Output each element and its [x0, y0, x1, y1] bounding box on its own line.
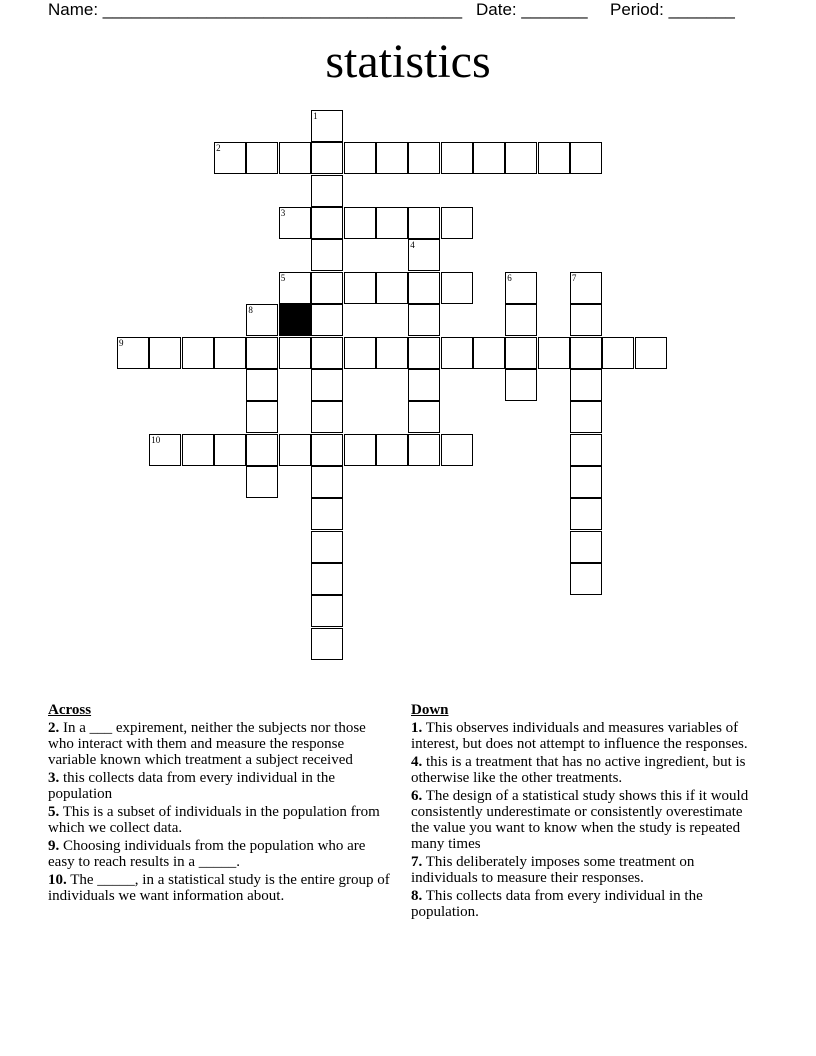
grid-cell[interactable]: [505, 142, 537, 174]
grid-cell[interactable]: [344, 142, 376, 174]
across-clues: [48, 702, 393, 906]
grid-cell[interactable]: [570, 337, 602, 369]
grid-cell[interactable]: [473, 142, 505, 174]
grid-cell[interactable]: [149, 434, 181, 466]
grid-cell[interactable]: [279, 142, 311, 174]
grid-cell[interactable]: [246, 369, 278, 401]
clue-number: 1.: [411, 720, 423, 736]
grid-cell[interactable]: [117, 337, 149, 369]
grid-cell[interactable]: [376, 434, 408, 466]
grid-cell[interactable]: [570, 272, 602, 304]
clue-number: 3.: [48, 770, 60, 786]
grid-cell[interactable]: [279, 272, 311, 304]
clue-number-label: 9: [119, 337, 124, 348]
grid-cell[interactable]: [570, 304, 602, 336]
down-heading: Down: [411, 702, 449, 718]
clue-number-label: 7: [571, 272, 577, 283]
grid-cell[interactable]: [311, 628, 343, 660]
clue-number: 10.: [48, 872, 67, 888]
grid-cell[interactable]: [408, 272, 440, 304]
grid-cell[interactable]: [311, 563, 343, 595]
grid-cell[interactable]: [246, 466, 278, 498]
period-field-label: Period: _______: [610, 0, 735, 19]
grid-cell[interactable]: [473, 337, 505, 369]
grid-cell[interactable]: [311, 401, 343, 433]
black-grid-cell: [279, 304, 311, 336]
clue-number-label: 4: [410, 240, 415, 251]
down-clue: [411, 720, 756, 752]
clue-number: 5.: [48, 804, 60, 820]
down-clue: [411, 854, 756, 886]
grid-cell[interactable]: [311, 595, 343, 627]
clue-number-label: 8: [248, 305, 253, 316]
grid-cell[interactable]: [311, 207, 343, 239]
grid-cell[interactable]: [344, 272, 376, 304]
clue-text: The design of a statistical study shows this if it would consistently underestimate or consistently overestimate the value you want to know when the study is repeated many times: [411, 788, 749, 852]
grid-cell[interactable]: [441, 272, 473, 304]
clue-number: 4.: [411, 754, 423, 770]
grid-cell[interactable]: [149, 337, 181, 369]
grid-cell[interactable]: [182, 337, 214, 369]
clue-number-label: 2: [216, 143, 221, 154]
grid-cell[interactable]: [311, 369, 343, 401]
grid-cell[interactable]: [570, 563, 602, 595]
grid-cell[interactable]: [441, 337, 473, 369]
clue-number-label: 1: [313, 111, 318, 121]
grid-cell[interactable]: [408, 369, 440, 401]
down-clue: [411, 888, 756, 920]
clue-text: this is a treatment that has no active ingredient, but is otherwise like the other treatments.: [411, 754, 746, 786]
grid-cell[interactable]: [441, 142, 473, 174]
grid-cell[interactable]: [408, 337, 440, 369]
down-clue: [411, 754, 756, 786]
grid-cell[interactable]: [246, 434, 278, 466]
grid-cell[interactable]: [311, 498, 343, 530]
grid-cell[interactable]: [246, 401, 278, 433]
grid-cell[interactable]: [538, 142, 570, 174]
grid-cell[interactable]: [214, 142, 246, 174]
name-field-label: Name: ______________________________________: [48, 0, 463, 19]
grid-cell[interactable]: [441, 207, 473, 239]
grid-cell[interactable]: [570, 498, 602, 530]
down-clue: [411, 788, 756, 852]
grid-cell[interactable]: [538, 337, 570, 369]
grid-cell[interactable]: [376, 337, 408, 369]
across-heading: Across: [48, 702, 92, 718]
grid-cell[interactable]: [279, 434, 311, 466]
grid-cell[interactable]: [311, 531, 343, 563]
grid-cell[interactable]: [279, 337, 311, 369]
grid-cell[interactable]: [311, 466, 343, 498]
grid-cell[interactable]: [344, 337, 376, 369]
clue-text: This is a subset of individuals in the population from which we collect data.: [48, 804, 380, 836]
grid-cell[interactable]: [408, 401, 440, 433]
grid-cell[interactable]: [344, 434, 376, 466]
grid-cell[interactable]: [246, 337, 278, 369]
grid-cell[interactable]: [376, 207, 408, 239]
across-clue: [48, 804, 393, 836]
grid-cell[interactable]: [311, 110, 343, 142]
clue-number-label: 10: [151, 434, 161, 445]
across-clue: [48, 838, 393, 870]
across-clue: [48, 770, 393, 802]
clue-text: this collects data from every individual in the population: [48, 770, 336, 802]
across-clue: [48, 720, 393, 768]
clue-number: 6.: [411, 788, 423, 804]
grid-cell[interactable]: [408, 142, 440, 174]
clue-number: 8.: [411, 888, 423, 904]
grid-cell[interactable]: [441, 434, 473, 466]
grid-cell[interactable]: [570, 466, 602, 498]
clue-number: 2.: [48, 720, 60, 736]
grid-cell[interactable]: [570, 142, 602, 174]
clue-text: This collects data from every individual in the population.: [411, 888, 703, 920]
grid-cell[interactable]: [570, 369, 602, 401]
grid-cell[interactable]: [505, 272, 537, 304]
grid-cell[interactable]: [505, 369, 537, 401]
page-title: statistics: [325, 35, 491, 88]
clue-text: Choosing individuals from the population who are easy to reach results in a _____.: [48, 838, 366, 870]
clue-text: In a ___ expirement, neither the subjects nor those who interact with them and measure the response variable known which treatment a subject received: [48, 720, 366, 768]
grid-cell[interactable]: [505, 337, 537, 369]
grid-cell[interactable]: [311, 239, 343, 271]
grid-cell[interactable]: [570, 531, 602, 563]
grid-cell[interactable]: [602, 337, 634, 369]
grid-cell[interactable]: [246, 142, 278, 174]
clue-number: 7.: [411, 854, 423, 870]
grid-cell[interactable]: [376, 272, 408, 304]
grid-cell[interactable]: [408, 434, 440, 466]
grid-cell[interactable]: [311, 175, 343, 207]
clue-text: This deliberately imposes some treatment on individuals to measure their responses.: [411, 854, 695, 886]
clue-text: The _____, in a statistical study is the entire group of individuals we want information about.: [48, 872, 390, 904]
grid-cell[interactable]: [246, 304, 278, 336]
grid-cell[interactable]: [311, 304, 343, 336]
clue-number-label: 5: [280, 272, 286, 283]
clue-number-label: 6: [507, 272, 512, 283]
grid-cell[interactable]: [408, 207, 440, 239]
grid-cell[interactable]: [279, 207, 311, 239]
grid-cell[interactable]: [214, 434, 246, 466]
grid-cell[interactable]: [311, 337, 343, 369]
grid-cell[interactable]: [408, 239, 440, 271]
grid-cell[interactable]: [570, 434, 602, 466]
grid-cell[interactable]: [311, 434, 343, 466]
grid-cell[interactable]: [344, 207, 376, 239]
down-clues: [411, 702, 756, 922]
across-clue: [48, 872, 393, 904]
grid-cell[interactable]: [408, 304, 440, 336]
grid-cell[interactable]: [570, 401, 602, 433]
grid-cell[interactable]: [635, 337, 667, 369]
grid-cell[interactable]: [214, 337, 246, 369]
grid-cell[interactable]: [505, 304, 537, 336]
date-field-label: Date: _______: [476, 0, 588, 19]
clue-text: This observes individuals and measures variables of interest, but does not attempt to influence the responses.: [411, 720, 748, 752]
clue-number-label: 3: [280, 208, 286, 219]
grid-cell[interactable]: [376, 142, 408, 174]
grid-cell[interactable]: [182, 434, 214, 466]
grid-cell[interactable]: [311, 142, 343, 174]
grid-cell[interactable]: [311, 272, 343, 304]
clue-number: 9.: [48, 838, 60, 854]
